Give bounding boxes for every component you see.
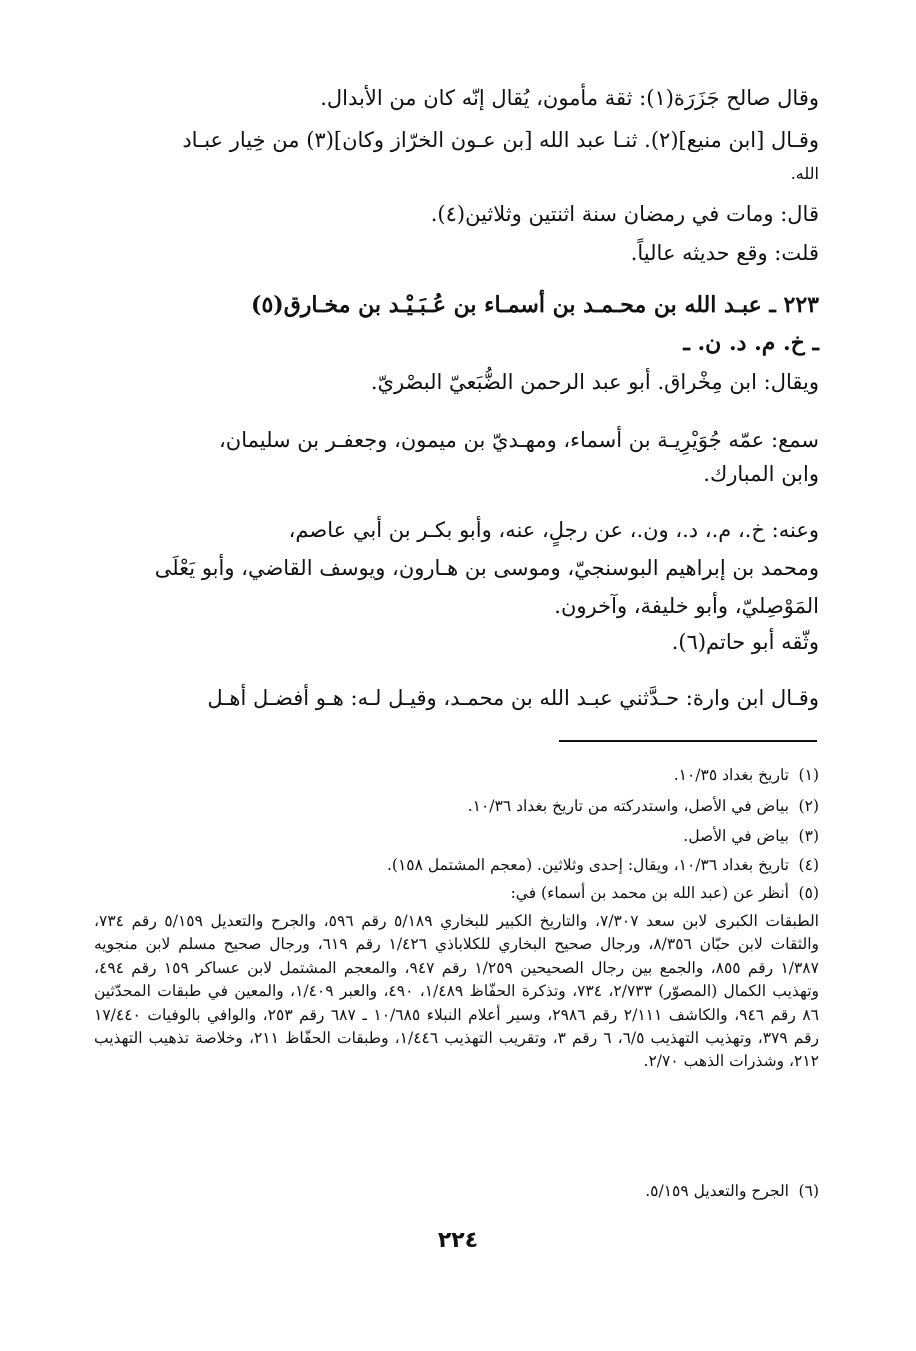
- text-line: وقـال [ابن منيع](٢). ثنـا عبد الله [بن عـون الخرّاز وكان](٣) من خِيار عبـاد: [182, 128, 819, 152]
- text-line: سمع: عمّه جُوَيْرِيـة بن أسماء، ومهـديّ بن ميمون، وجعفـر بن سليمان،: [219, 428, 819, 452]
- footnote-text: أنظر عن (عبد الله بن محمد بن أسماء) في:: [510, 884, 789, 902]
- footnote-number: (٢): [798, 797, 819, 815]
- page-number: ٢٢٤: [437, 1228, 479, 1253]
- text-line: ومحمد بن إبراهيم البوسنجيّ، وموسى بن هـارون، ويوسف القاضي، وأبو يَعْلَى: [154, 556, 819, 580]
- text-line: قلت: وقع حديثه عالياً.: [630, 241, 819, 265]
- footnote-text: الطبقات الكبرى لابن سعد ٧/٣٠٧، والتاريخ الكبير للبخاري ٥/١٨٩ رقم ٥٩٦، والجرح والتعديل ٥/١٥٩ رقم ٧٣٤، والثقات لابن حبّان ٨/٣٥٦، ورجال صحيح البخاري للكلاباذي ١/٤٢٦ رقم ٦١٩، ورجال صحيح مسلم لابن منجويه ١/٣٨٧ رقم ٨٥٥، والجمع بين رجال الصحيحين ١/٢٥٩ رقم ٩٤٧، والمعجم المشتمل لابن عساكر ١٥٩ رقم ٤٩٤، وتهذيب الكمال (المصوّر) ٢/٧٣٣، ٧٣٤، وتذكرة الحفّاظ ١/٤٨٩، ٤٩٠، والعبر ١/٤٠٩، والمعين في طبقات المحدّثين ٨٦ رقم ٩٤٦، والكاشف ٢/١١١ رقم ٢٩٨٦، وسير أعلام النبلاء ١٠/٦٨٥ ـ ٦٨٧ رقم ٢٥٣، والوافي بالوفيات ١٧/٤٤٠ رقم ٣٧٩، وتهذيب التهذيب ٦/٥، ٦ رقم ٣، وتقريب التهذيب ١/٤٤٦، وطبقات الحفّاظ ٢١١، وخلاصة تذهيب التهذيب ٢١٢، وشذرات الذهب ٢/٧٠.: [94, 912, 819, 1071]
- entry-heading: ٢٢٣ ـ عبـد الله بن محـمـد بن أسمـاء بن عُـبَـيْـد بن مخـارق(٥): [251, 292, 819, 318]
- footnote-2: [94, 795, 819, 817]
- text-line: قال: ومات في رمضان سنة اثنتين وثلاثين(٤).: [430, 202, 819, 226]
- footnote-text: تاريخ بغداد ١٠/٣٦، ويقال: إحدى وثلاثين. (معجم المشتمل ١٥٨).: [386, 856, 789, 874]
- text-line: وثّقه أبو حاتم(٦).: [671, 630, 819, 654]
- text-line: وقـال ابن وارة: حـدَّثني عبـد الله بن محمـد، وقيـل لـه: هـو أفضـل أهـل: [207, 686, 819, 710]
- footnote-number: (٣): [798, 827, 819, 845]
- footnote-text: بياض في الأصل، واستدركته من تاريخ بغداد ١٠/٣٦.: [467, 797, 789, 815]
- footnote-number: (٤): [798, 856, 819, 874]
- footnote-4: [94, 854, 819, 876]
- text-line: المَوْصِليّ، وأبو خليفة، وآخرون.: [554, 594, 819, 618]
- text-line: وعنه: خ.، م.، د.، ون.، عن رجلٍ، عنه، وأبو بكـر بن أبي عاصم،: [288, 518, 819, 542]
- footnote-text: بياض في الأصل.: [683, 827, 789, 845]
- footnote-3: [94, 825, 819, 847]
- footnote-number: (١): [798, 766, 819, 784]
- text-line: الله.: [790, 164, 819, 183]
- footnote-6: [94, 1180, 819, 1202]
- text-line: ويقال: ابن مِخْراق. أبو عبد الرحمن الضُّبَعيّ البصْريّ.: [370, 370, 819, 394]
- text-line: وابن المبارك.: [703, 462, 819, 486]
- footnote-text: الجرح والتعديل ٥/١٥٩.: [645, 1182, 789, 1200]
- footnote-5: [94, 882, 819, 904]
- footnote-text: تاريخ بغداد ١٠/٣٥.: [673, 766, 789, 784]
- footnote-5-references: [94, 910, 819, 1074]
- footnote-separator: [559, 740, 817, 742]
- entry-sigla: ـ خ. م. د. ن. ـ: [683, 330, 819, 356]
- footnote-1: [94, 764, 819, 786]
- footnote-number: (٥): [798, 884, 819, 902]
- footnote-number: (٦): [798, 1182, 819, 1200]
- text-line: وقال صالح جَزَرَة(١): ثقة مأمون، يُقال إنّه كان من الأبدال.: [320, 86, 819, 110]
